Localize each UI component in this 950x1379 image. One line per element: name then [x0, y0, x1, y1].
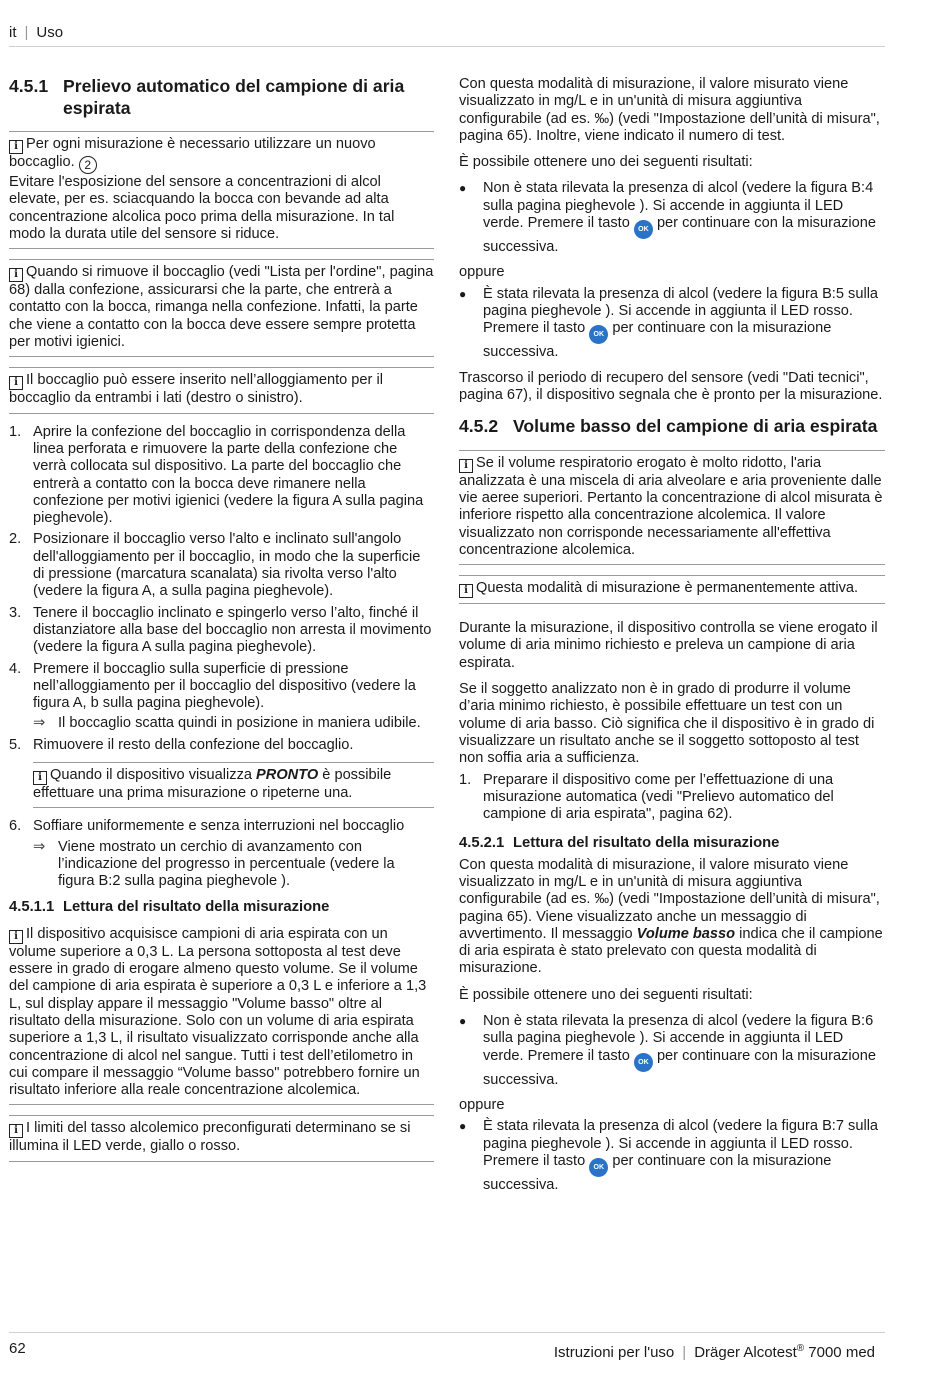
results-list — [459, 286, 885, 362]
left-column — [9, 76, 434, 1172]
paragraph: È possibile ottenere uno dei seguenti risultati: — [459, 154, 753, 171]
paragraph-oppure: oppure — [459, 264, 505, 281]
paragraph: È possibile ottenere uno dei seguenti risultati: — [459, 986, 753, 1003]
section-heading-4-5-2: 4.5.2 Volume basso del campione di aria espirata — [459, 416, 878, 437]
page-footer: 62 Istruzioni per l'uso | Dräger Alcotest® 7000 med — [9, 1332, 885, 1357]
steps-list-2 — [9, 818, 434, 890]
list-item: 4. Premere il boccaglio sulla superficie di pressione nell’alloggiamento per il boccaglio del dispositivo (vedere la figura A, b sulla pagina pieghevole). ⇒ Il boccaglio scatta quindi in posizione in maniera udibile. — [9, 661, 434, 733]
steps-list — [459, 772, 885, 824]
info-note: i I limiti del tasso alcolemico preconfigurati determinano se si illumina il LED verde, giallo o rosso. — [9, 1115, 434, 1161]
list-item: 3. Tenere il boccaglio inclinato e spingerlo verso l’alto, finché il distanziatore alla base del boccaglio non arresta il movimento (vedere la figura A sulla pagina pieghevole). — [9, 604, 432, 656]
paragraph: Se il soggetto analizzato non è in grado di produrre il volume d’aria minimo richiesto, è possibile effettuare un test con un volume di aria basso. Ciò significa che il dispositivo è in grado di visualizzare un risultato anche se il soggetto sottoposto al test non soffia aria a sufficienza. — [459, 681, 875, 767]
info-note: i Questa modalità di misurazione è permanentemente attiva. — [459, 575, 885, 604]
results-list — [459, 180, 885, 256]
info-note: i Il boccaglio può essere inserito nell’alloggiamento per il boccaglio da entrambi i lati (destro o sinistro). — [9, 367, 434, 413]
registered-mark: ® — [796, 1343, 805, 1354]
info-icon: i — [459, 584, 473, 598]
results-list — [459, 1013, 885, 1089]
info-icon: i — [459, 459, 473, 473]
ok-button-icon: OK — [589, 1158, 608, 1177]
right-column — [459, 76, 885, 1202]
ok-button-icon: OK — [634, 220, 653, 239]
info-icon: i — [9, 930, 23, 944]
paragraph: Con questa modalità di misurazione, il valore misurato viene visualizzato in mg/L e in un'unità di misura aggiuntiva configurabile (ad es. ‰) (vedi "Impostazione dell’unità di misura", pagina 65). Viene visualizzato anche un messaggio di avvertimento. Il messaggio Volume basso indica che il campione di aria espirata è stato prelevato con questa modalità di misurazione. — [459, 856, 883, 977]
header-lang: it — [9, 24, 17, 41]
info-note: i Il dispositivo acquisisce campioni di aria espirata con un volume superiore a 0,3 L. La persona sottoposta al test deve essere in grado di erogare almeno questo volume. Se il volume del campione di aria espirata è superiore a 0,3 L e inferiore a 1,3 L, sul display appare il messaggio "Volume basso" oltre al risultato della misurazione. Solo con un volume di aria espirata superiore a 1,3 L, il risultato visualizzato corrisponde anche alla concentrazione di alcol nel sangue. Tutti i test dell’etilometro in cui compare il messaggio “Volume basso" potrebbero fornire un risultato inferiore alla reale concentrazione alcolemica. — [9, 920, 434, 1106]
footer-model: 7000 med — [808, 1344, 875, 1361]
info-note: i Per ogni misurazione è necessario utilizzare un nuovo boccaglio. 2 Evitare l'esposizione del sensore a concentrazioni di alcol elevate, per es. sciacquando la bocca con bevande ad alta concentrazione alcolica poco prima della misurazione. In tal modo la durata utile del sensore si riduce. — [9, 131, 434, 249]
info-note: i Quando il dispositivo visualizza PRONTO è possibile effettuare una prima misurazione o ripeterne una. — [33, 762, 434, 808]
list-item: 1. Aprire la confezione del boccaglio in corrispondenza della linea perforata e rimuovere la parte della confezione che verrà collocata sul dispositivo. La parte del boccaglio che entrerà a contatto con la bocca deve rimanere nella confezione per motivi igienici (vedere la figura A sulla pagina pieghevole). — [9, 423, 424, 527]
list-item: 6. Soffiare uniformemente e senza interruzioni nel boccaglio ⇒ Viene mostrato un cerchio di avanzamento con l’indicazione del progresso in percentuale (vedere la figura B:2 sulla pagina pieghevole ). — [9, 818, 434, 890]
paragraph-oppure: oppure — [459, 1096, 505, 1113]
list-item: 2. Posizionare il boccaglio verso l'alto e inclinato sull'angolo dell'alloggiamento per il boccaglio, in modo che la superficie di pressione (marcatura scanalata) sia rivolta verso l'alto (vedere la figura A, a sulla pagina pieghevole). — [9, 531, 421, 600]
info-note: i Quando si rimuove il boccaglio (vedi "Lista per l'ordine", pagina 68) dalla confezione, assicurarsi che la parte, che entrerà a contatto con la bocca, rimanga nella confezione. Infatti, la parte che viene a contatto con la bocca deve essere sempre protetta per motivi igienici. — [9, 259, 434, 357]
steps-list — [9, 424, 434, 754]
step-result: ⇒ Viene mostrato un cerchio di avanzamento con l’indicazione del progresso in percentuale (vedere la figura B:2 sulla pagina pieghevole ). — [33, 838, 395, 890]
page-header: it | Uso — [9, 24, 885, 47]
info-icon: i — [33, 771, 47, 785]
header-section: Uso — [36, 24, 64, 41]
footer-product: Dräger Alcotest — [694, 1344, 797, 1361]
info-icon: i — [9, 1124, 23, 1138]
footer-doc: Istruzioni per l'uso — [553, 1344, 675, 1361]
list-item: 1. Preparare il dispositivo come per l’effettuazione di una misurazione automatica (vedi "Prelievo automatico del campione di aria espirata", pagina 62). — [459, 771, 834, 823]
results-list — [459, 1118, 885, 1194]
display-message: PRONTO — [256, 767, 319, 784]
list-item: 5. Rimuovere il resto della confezione del boccaglio. — [9, 736, 354, 753]
result-arrow-icon: ⇒ — [33, 838, 46, 855]
step-result: ⇒ Il boccaglio scatta quindi in posizione in maniera udibile. — [33, 715, 421, 732]
list-item: ● È stata rilevata la presenza di alcol (vedere la figura B:7 sulla pagina pieghevole ). Si accende in aggiunta il LED rosso. Premere il tasto OK per continuare con la misurazione successiva. — [459, 1118, 879, 1193]
paragraph: Trascorso il periodo di recupero del sensore (vedi "Dati tecnici", pagina 67), il dispositivo segnala che è pronto per la misurazione. — [459, 369, 883, 403]
mouthpiece-symbol-icon: 2 — [79, 156, 97, 174]
info-icon: i — [9, 140, 23, 154]
list-item: ● Non è stata rilevata la presenza di alcol (vedere la figura B:6 sulla pagina pieghevole ). Si accende in aggiunta il LED verde. Premere il tasto OK per continuare con la misurazione successiva. — [459, 1013, 876, 1088]
paragraph: Con questa modalità di misurazione, il valore misurato viene visualizzato in mg/L e in un'unità di misura aggiuntiva configurabile (ad es. ‰) (vedi "Impostazione dell’unità di misura", pagina 65). Inoltre, viene indicato il numero di test. — [459, 76, 880, 144]
result-arrow-icon: ⇒ — [33, 715, 46, 732]
info-icon: i — [9, 376, 23, 390]
ok-button-icon: OK — [589, 325, 608, 344]
subsection-heading-4-5-1-1: 4.5.1.1 Lettura del risultato della misurazione — [9, 898, 330, 915]
section-heading-4-5-1: 4.5.1 Prelievo automatico del campione di aria espirata — [9, 76, 405, 118]
info-note: i Se il volume respiratorio erogato è molto ridotto, l'aria analizzata è una miscela di aria alveolare e aria proveniente dalle vie aeree superiori. Pertanto la concentrazione di alcol misurata è inferiore rispetto alla concentrazione alcolemica. Il valore visualizzato non corrisponde necessariamente all'effettiva concentrazione alcolemica. — [459, 450, 885, 565]
list-item: ● È stata rilevata la presenza di alcol (vedere la figura B:5 sulla pagina pieghevole ). Si accende in aggiunta il LED rosso. Premere il tasto OK per continuare con la misurazione successiva. — [459, 285, 879, 361]
ok-button-icon: OK — [634, 1053, 653, 1072]
list-item: ● Non è stata rilevata la presenza di alcol (vedere la figura B:4 sulla pagina pieghevole ). Si accende in aggiunta il LED verde. Premere il tasto OK per continuare con la misurazione successiva. — [459, 180, 876, 256]
page-number: 62 — [9, 1340, 26, 1357]
subsection-heading-4-5-2-1: 4.5.2.1 Lettura del risultato della misurazione — [459, 835, 780, 852]
paragraph: Durante la misurazione, il dispositivo controlla se viene erogato il volume di aria minimo richiesto e preleva un campione di aria espirata. — [459, 620, 878, 671]
display-message: Volume basso — [636, 925, 736, 942]
info-icon: i — [9, 268, 23, 282]
